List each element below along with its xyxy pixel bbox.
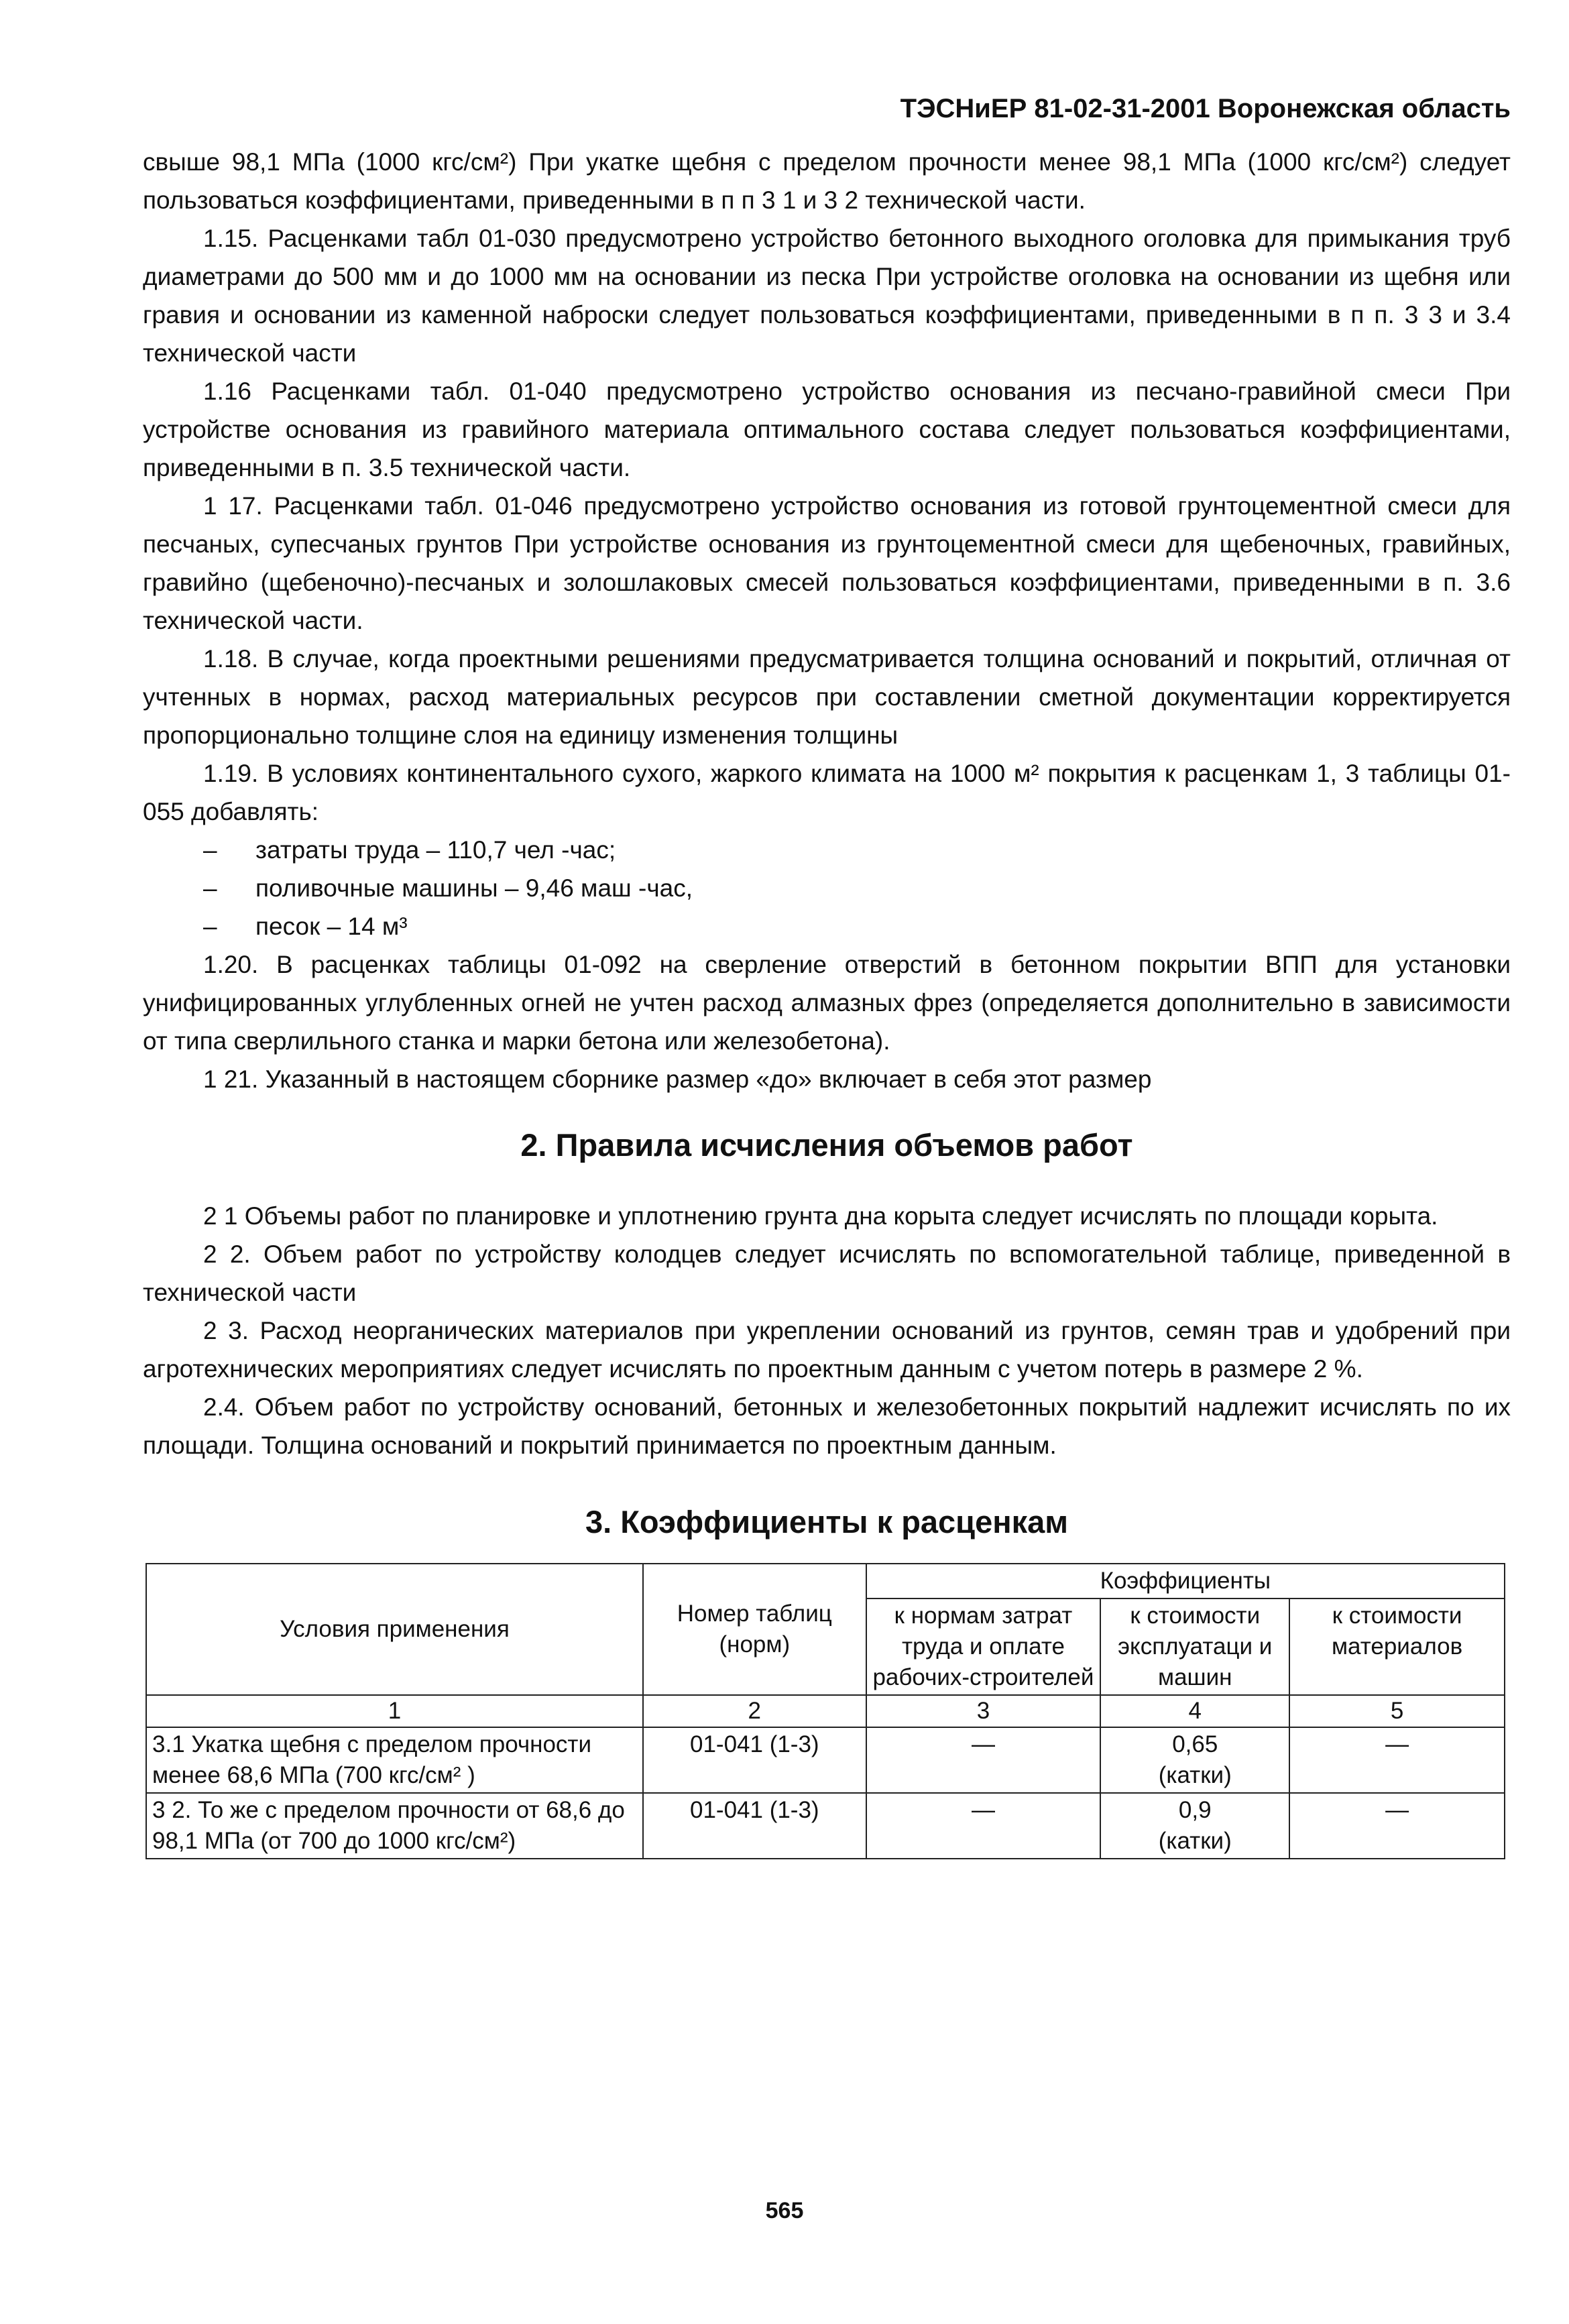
table-row <box>146 1793 1505 1859</box>
paragraph: свыше 98,1 МПа (1000 кгс/см²) При укатке щебня с пределом прочности менее 98,1 МПа (1000 кгс/см²) следует пользоваться коэффициентами, приведенными в п п 3 1 и 3 2 технической части. <box>143 148 1511 214</box>
cell-labor: — <box>866 1793 1101 1859</box>
page-number: 565 <box>765 2198 804 2223</box>
dash-marker: – <box>203 913 217 940</box>
coefficients-table <box>146 1563 1505 1859</box>
paragraph: 2 3. Расход неорганических материалов при укреплении оснований из грунтов, семян трав и удобрений при агротехнических мероприятиях следует исчислять по проектным данным с учетом потерь в размере 2 %. <box>143 1317 1511 1383</box>
paragraph: 1 21. Указанный в настоящем сборнике размер «до» включает в себя этот размер <box>203 1065 1152 1093</box>
paragraph: 1.15. Расценками табл 01-030 предусмотрено устройство бетонного выходного оголовка для примыкания труб диаметрами до 500 мм и до 1000 мм на основании из песка При устройстве оголовка на основании из щебня или гравия и основании из каменной наброски следует пользоваться коэффициентами, приведенными в п п. 3 3 и 3.4 технической части <box>143 225 1511 367</box>
paragraph: 1 17. Расценками табл. 01-046 предусмотрено устройство основания из готовой грунтоцементной смеси для песчаных, супесчаных грунтов При устройстве основания из грунтоцементной смеси для щебеночных, гравийных, гравийно (щебеночно)-песчаных и золошлаковых смесей пользоваться коэффициентами, приведенными в п. 3.6 технической части. <box>143 492 1511 634</box>
header-machines: к стоимости эксплуатаци и машин <box>1100 1599 1289 1695</box>
cell-machines: 0,65 (катки) <box>1100 1727 1289 1793</box>
cell-table-number: 01-041 (1-3) <box>643 1727 866 1793</box>
header-conditions: Условия применения <box>146 1564 643 1695</box>
cell-materials: — <box>1289 1793 1505 1859</box>
cell-machines: 0,9 (катки) <box>1100 1793 1289 1859</box>
running-header: ТЭСНиЕР 81-02-31-2001 Воронежская область <box>900 94 1511 123</box>
col-number: 2 <box>643 1695 866 1727</box>
document-page <box>143 94 1511 1859</box>
paragraph: 1.16 Расценками табл. 01-040 предусмотрено устройство основания из песчано-гравийной смеси При устройстве основания из гравийного материала оптимального состава следует пользоваться коэффициентами, приведенными в п. 3.5 технической части. <box>143 377 1511 481</box>
dash-list-item: – поливочные машины – 9,46 маш -час, <box>143 869 1511 907</box>
cell-materials: — <box>1289 1727 1505 1793</box>
cell-condition: 3 2. То же с пределом прочности от 68,6 до 98,1 МПа (от 700 до 1000 кгс/см²) <box>146 1793 643 1859</box>
dash-marker: – <box>203 836 217 864</box>
paragraph: 2 1 Объемы работ по планировке и уплотнению грунта дна корыта следует исчислять по площади корыта. <box>203 1202 1438 1230</box>
dash-list-item: – затраты труда – 110,7 чел -час; <box>143 831 1511 869</box>
col-number: 5 <box>1289 1695 1505 1727</box>
paragraph: 2.4. Объем работ по устройству оснований, бетонных и железобетонных покрытий надлежит исчислять по их площади. Толщина оснований и покрытий принимается по проектным данным. <box>143 1393 1511 1459</box>
header-table-number: Номер таблиц (норм) <box>643 1564 866 1695</box>
paragraph: 2 2. Объем работ по устройству колодцев следует исчислять по вспомогательной таблице, приведенной в технической части <box>143 1240 1511 1306</box>
table-row <box>146 1727 1505 1793</box>
column-number-row <box>146 1695 1505 1727</box>
col-number: 1 <box>146 1695 643 1727</box>
col-number: 4 <box>1100 1695 1289 1727</box>
dash-marker: – <box>203 874 217 902</box>
cell-labor: — <box>866 1727 1101 1793</box>
paragraph: 1.18. В случае, когда проектными решениями предусматривается толщина оснований и покрытий, отличная от учтенных в нормах, расход материальных ресурсов при составлении сметной документации корректируется пропорционально толщине слоя на единицу изменения толщины <box>143 645 1511 749</box>
section3-title: 3. Коэффициенты к расценкам <box>585 1504 1069 1539</box>
paragraph: 1.19. В условиях континентального сухого, жаркого климата на 1000 м² покрытия к расценкам 1, 3 таблицы 01-055 добавлять: <box>143 760 1511 825</box>
header-coefficients: Коэффициенты <box>866 1564 1505 1599</box>
section2-body <box>143 1197 1511 1464</box>
cell-condition: 3.1 Укатка щебня с пределом прочности менее 68,6 МПа (700 кгс/см² ) <box>146 1727 643 1793</box>
col-number: 3 <box>866 1695 1101 1727</box>
dash-list-item: – песок – 14 м³ <box>143 907 1511 945</box>
header-labor: к нормам затрат труда и оплате рабочих-строителей <box>866 1599 1101 1695</box>
header-materials: к стоимости материалов <box>1289 1599 1505 1695</box>
section1-body <box>143 143 1511 1098</box>
cell-table-number: 01-041 (1-3) <box>643 1793 866 1859</box>
paragraph: 1.20. В расценках таблицы 01-092 на сверление отверстий в бетонном покрытии ВПП для установки унифицированных углубленных огней не учтен расход алмазных фрез (определяется дополнительно в зависимости от типа сверлильного станка и марки бетона или железобетона). <box>143 951 1511 1055</box>
section2-title: 2. Правила исчисления объемов работ <box>520 1127 1133 1163</box>
